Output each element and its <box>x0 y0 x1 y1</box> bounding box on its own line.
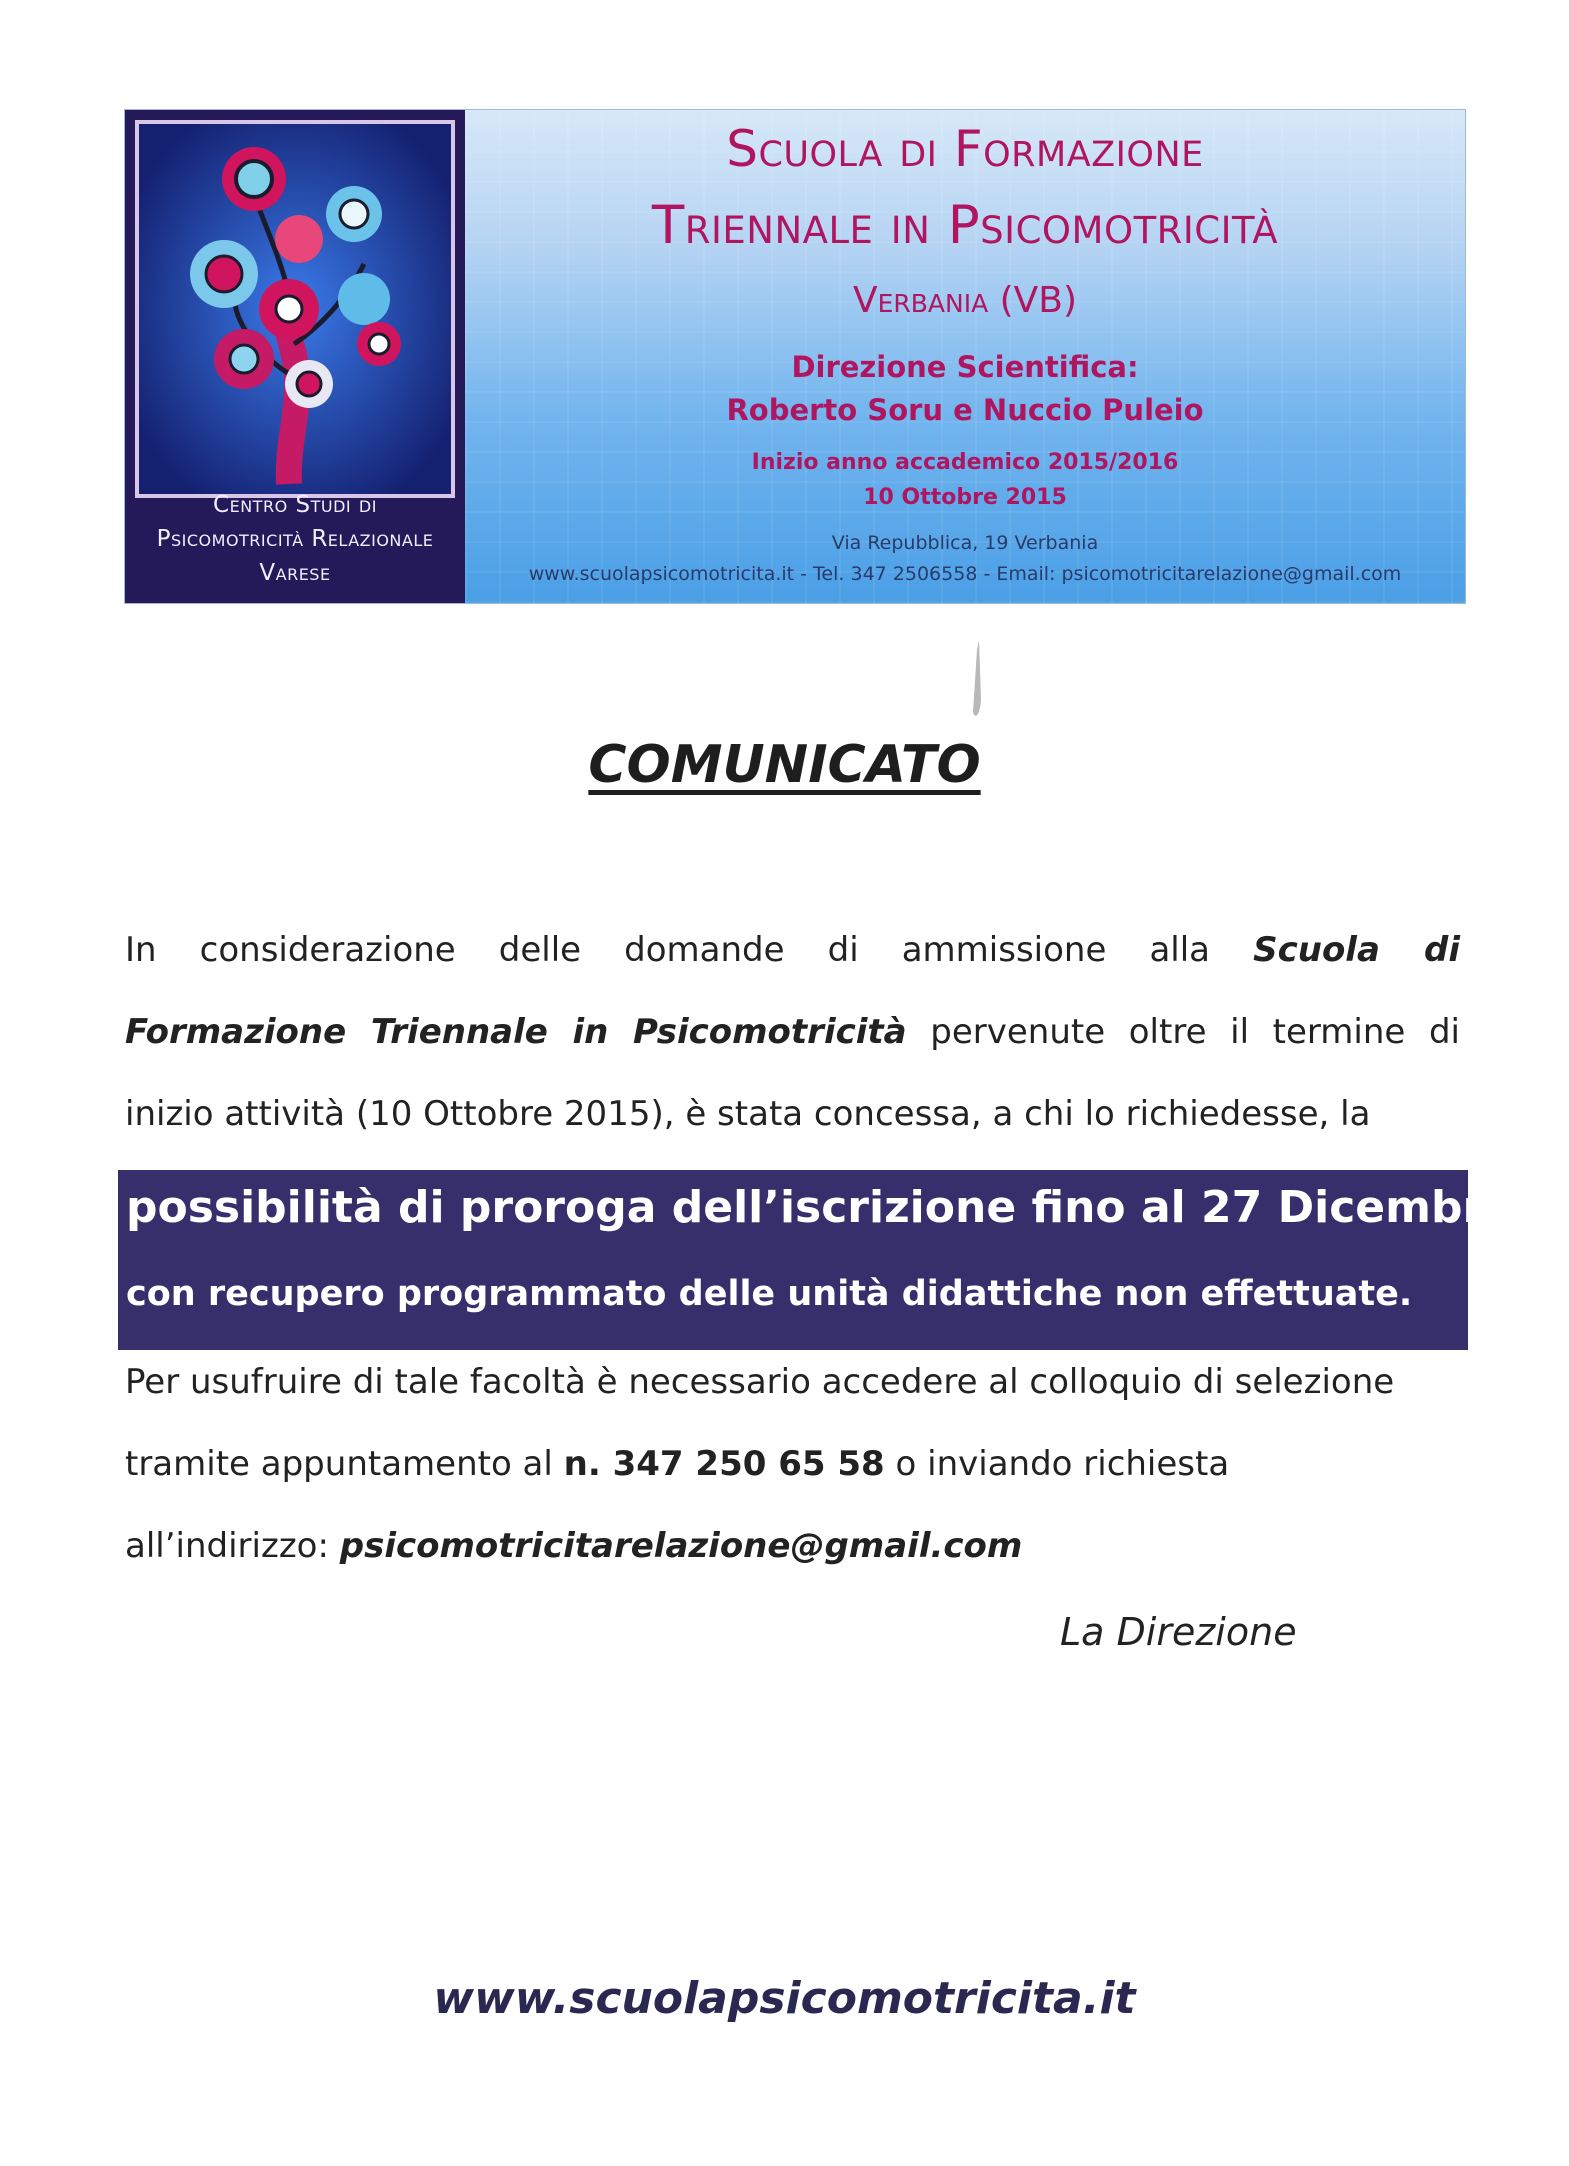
start-date: 10 Ottobre 2015 <box>863 485 1067 510</box>
notice-paragraph-line <box>125 1012 1460 1052</box>
scan-mark-icon <box>967 640 987 730</box>
school-name-emphasis: Scuola di <box>1253 930 1460 970</box>
footer-website: www.scuolapsicomotricita.it <box>433 1973 1136 2024</box>
notice-text: o inviando richiesta <box>895 1444 1230 1484</box>
notice-paragraph-line <box>125 930 1460 970</box>
notice-paragraph-line <box>125 1526 1460 1566</box>
extension-highlight-box <box>118 1170 1515 1350</box>
notice-paragraph-line <box>125 1362 1460 1402</box>
school-contacts: www.scuolapsicomotricita.it - Tel. 347 2506558 - Email: psicomotricitarelazione@gmail.com <box>528 563 1402 585</box>
direction-label: Direzione Scientifica: <box>791 350 1139 384</box>
directors-names: Roberto Soru e Nuccio Puleio <box>726 393 1204 427</box>
school-address: Via Repubblica, 19 Verbania <box>831 532 1099 554</box>
tree-logo-image <box>135 120 455 498</box>
contact-email: psicomotricitarelazione@gmail.com <box>339 1526 1023 1566</box>
phone-number: n. 347 250 65 58 <box>563 1444 885 1484</box>
notice-title: COMUNICATO <box>588 735 981 795</box>
logo-caption-line: Varese <box>259 560 331 586</box>
extension-headline: possibilità di proroga dell’iscrizione fino al 27 Dicembre <box>126 1182 1515 1233</box>
school-location: Verbania (VB) <box>852 280 1078 321</box>
notice-text: all’indirizzo: <box>125 1526 329 1566</box>
tree-logo-icon <box>139 124 451 494</box>
school-title-line2: Triennale in Psicomotricità <box>651 195 1279 256</box>
notice-paragraph-line <box>125 1094 1460 1134</box>
school-info-panel <box>465 110 1465 603</box>
notice-text: Per usufruire di tale facoltà è necessario accedere al colloquio di selezione <box>125 1362 1395 1402</box>
school-title-line1: Scuola di Formazione <box>726 120 1204 178</box>
school-name-emphasis: Formazione Triennale in Psicomotricità <box>125 1012 907 1052</box>
logo-caption <box>125 488 465 590</box>
notice-text: pervenute oltre il termine di <box>930 1012 1460 1052</box>
extension-subline: con recupero programmato delle unità didattiche non effettuate. <box>126 1274 1413 1314</box>
header-banner <box>125 110 1465 603</box>
logo-caption-line: Psicomotricità Relazionale <box>156 526 434 552</box>
notice-paragraph-line <box>125 1444 1460 1484</box>
logo-panel <box>125 110 465 603</box>
logo-caption-line: Centro Studi di <box>213 492 377 518</box>
notice-text: tramite appuntamento al <box>125 1444 553 1484</box>
notice-text: In considerazione delle domande di ammissione alla <box>125 930 1211 970</box>
signature: La Direzione <box>1060 1610 1297 1654</box>
academic-year: Inizio anno accademico 2015/2016 <box>751 450 1179 475</box>
notice-text: inizio attività (10 Ottobre 2015), è stata concessa, a chi lo richiedesse, la <box>125 1094 1371 1134</box>
